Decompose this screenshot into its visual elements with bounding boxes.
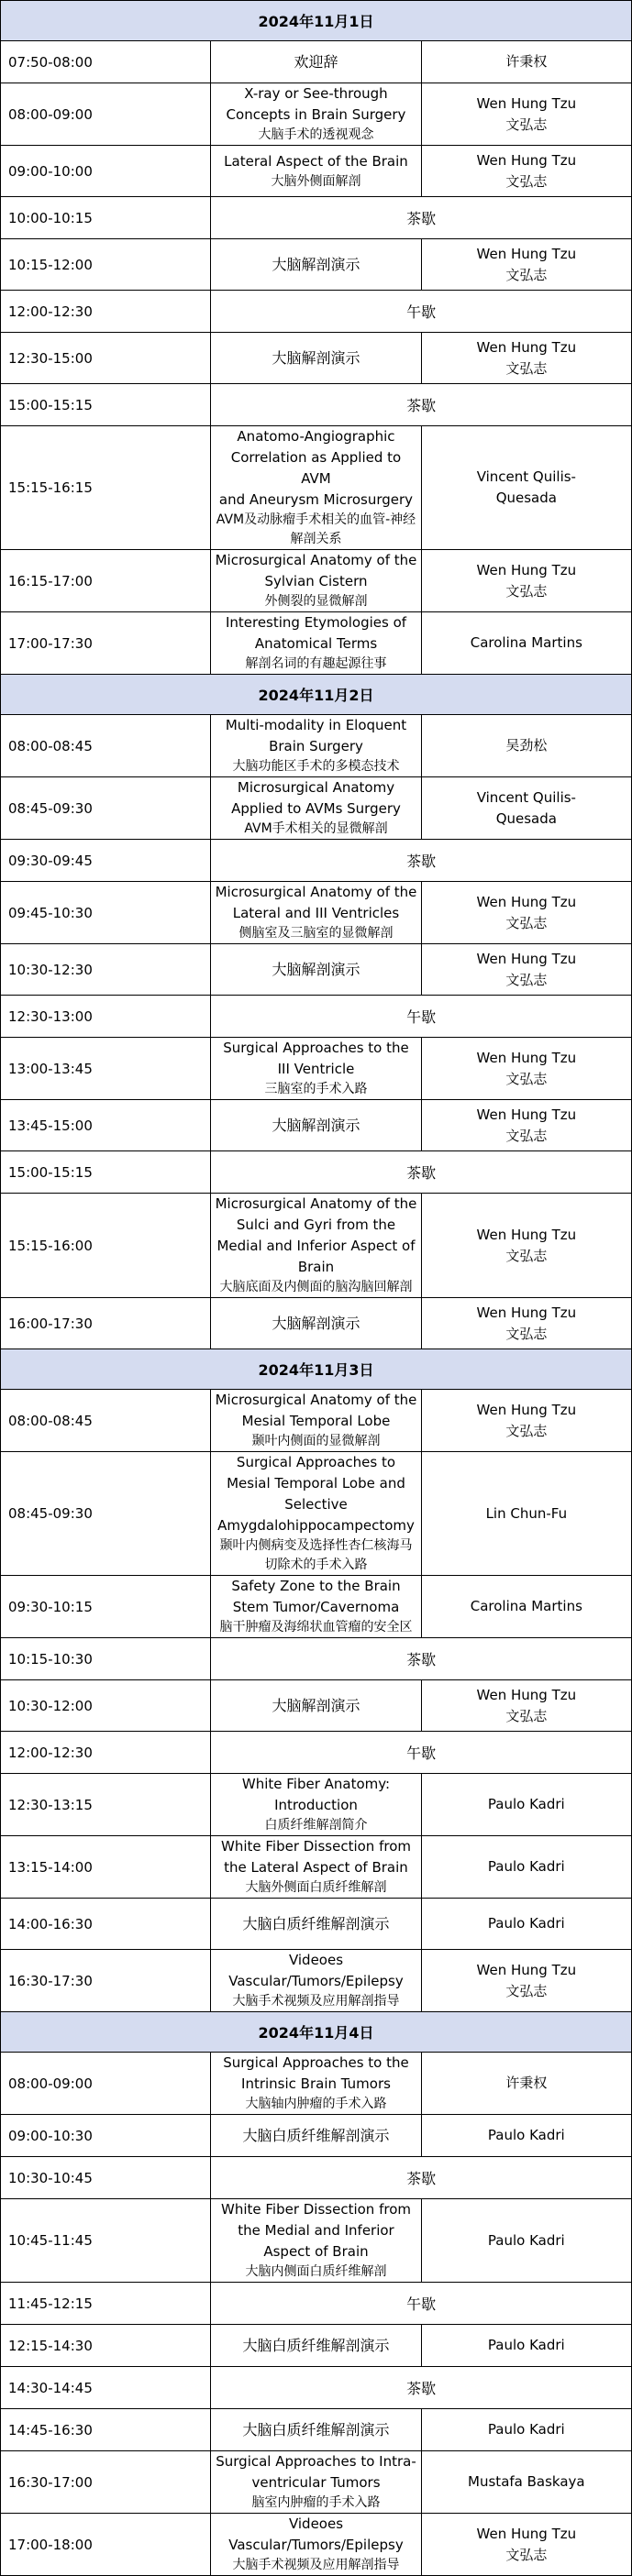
time-slot: 07:50-08:00 bbox=[1, 41, 211, 83]
time-slot: 09:30-09:45 bbox=[1, 840, 211, 882]
speaker-name: 文弘志 bbox=[505, 582, 548, 600]
time-slot: 17:00-17:30 bbox=[1, 612, 211, 675]
speaker bbox=[421, 1836, 631, 1899]
speaker bbox=[421, 1298, 631, 1349]
session-topic bbox=[211, 612, 421, 675]
topic-english-title: Medial and Inferior Aspect of Brain bbox=[216, 1238, 416, 1275]
session-topic bbox=[211, 1298, 421, 1349]
topic-chinese-title: 大脑解剖演示 bbox=[272, 1117, 360, 1134]
session-topic bbox=[211, 2514, 421, 2576]
time-slot: 14:30-14:45 bbox=[1, 2367, 211, 2409]
break-label: 午歇 bbox=[211, 291, 632, 333]
topic-chinese-title: 大脑轴内肿瘤的手术入路 bbox=[245, 2097, 387, 2111]
break-row bbox=[1, 384, 632, 426]
speaker-name: 文弘志 bbox=[505, 359, 548, 377]
session-topic bbox=[211, 1390, 421, 1452]
speaker bbox=[421, 239, 631, 291]
speaker bbox=[421, 1576, 631, 1638]
speaker-name: 文弘志 bbox=[505, 1070, 548, 1087]
date-header: 2024年11月2日 bbox=[1, 675, 632, 715]
session-topic bbox=[211, 1836, 421, 1899]
break-row bbox=[1, 2283, 632, 2325]
session-row bbox=[1, 2325, 632, 2367]
speaker bbox=[421, 1774, 631, 1836]
time-slot: 08:45-09:30 bbox=[1, 1452, 211, 1576]
topic-chinese-title: 脑室内肿瘤的手术入路 bbox=[251, 2495, 381, 2510]
break-label: 午歇 bbox=[211, 996, 632, 1038]
topic-chinese-title: 大脑白质纤维解剖演示 bbox=[242, 2421, 390, 2438]
break-row bbox=[1, 996, 632, 1038]
session-topic bbox=[211, 41, 421, 83]
session-row bbox=[1, 426, 632, 550]
speaker bbox=[421, 1899, 631, 1950]
session-row bbox=[1, 882, 632, 944]
session-row bbox=[1, 2409, 632, 2451]
session-topic bbox=[211, 1950, 421, 2012]
session-row bbox=[1, 41, 632, 83]
session-topic bbox=[211, 944, 421, 996]
schedule-body bbox=[1, 1, 632, 2576]
topic-chinese-title: 颞叶内侧面的显微解剖 bbox=[251, 1434, 381, 1448]
time-slot: 09:00-10:00 bbox=[1, 146, 211, 197]
session-row bbox=[1, 1194, 632, 1298]
topic-chinese-title: 大脑解剖演示 bbox=[272, 349, 360, 367]
speaker-name: Vincent Quilis- bbox=[476, 468, 576, 485]
break-label: 茶歇 bbox=[211, 384, 632, 426]
session-topic bbox=[211, 1452, 421, 1576]
topic-chinese-title: AVM手术相关的显微解剖 bbox=[244, 821, 388, 836]
topic-chinese-title: 大脑外侧面白质纤维解剖 bbox=[245, 1880, 387, 1895]
session-row bbox=[1, 1836, 632, 1899]
speaker-name: 文弘志 bbox=[505, 2546, 548, 2563]
time-slot: 12:15-14:30 bbox=[1, 2325, 211, 2367]
topic-chinese-title: 侧脑室及三脑室的显微解剖 bbox=[238, 926, 394, 941]
topic-english-title: Microsurgical Anatomy of the Mesial Temporal Lobe bbox=[215, 1392, 417, 1429]
break-row bbox=[1, 1151, 632, 1194]
speaker bbox=[421, 944, 631, 996]
break-row bbox=[1, 1732, 632, 1774]
session-topic bbox=[211, 715, 421, 777]
session-row bbox=[1, 1390, 632, 1452]
break-label: 午歇 bbox=[211, 2283, 632, 2325]
speaker-name: Wen Hung Tzu bbox=[476, 950, 577, 967]
time-slot: 08:00-08:45 bbox=[1, 715, 211, 777]
speaker-name: 文弘志 bbox=[505, 1247, 548, 1264]
topic-english-title: Microsurgical Anatomy Applied to AVMs Surgery bbox=[231, 779, 401, 817]
speaker-name: Paulo Kadri bbox=[487, 2421, 565, 2438]
time-slot: 15:00-15:15 bbox=[1, 1151, 211, 1194]
speaker bbox=[421, 550, 631, 612]
session-row bbox=[1, 1899, 632, 1950]
date-header-row bbox=[1, 675, 632, 715]
topic-chinese-title: 欢迎辞 bbox=[294, 53, 338, 71]
date-header: 2024年11月1日 bbox=[1, 1, 632, 41]
time-slot: 09:00-10:30 bbox=[1, 2115, 211, 2157]
topic-chinese-title: 大脑解剖演示 bbox=[272, 1315, 360, 1332]
speaker bbox=[421, 83, 631, 146]
speaker bbox=[421, 1950, 631, 2012]
speaker bbox=[421, 777, 631, 840]
speaker-name: Wen Hung Tzu bbox=[476, 1401, 577, 1418]
topic-english-title: Multi-modality in Eloquent Brain Surgery bbox=[225, 717, 407, 754]
date-header-row bbox=[1, 1349, 632, 1390]
time-slot: 12:00-12:30 bbox=[1, 1732, 211, 1774]
topic-chinese-title: 三脑室的手术入路 bbox=[264, 1082, 368, 1096]
speaker-name: 吴劲松 bbox=[505, 737, 548, 754]
speaker-name: 文弘志 bbox=[505, 266, 548, 283]
speaker-name: Quesada bbox=[495, 490, 557, 506]
session-row bbox=[1, 1298, 632, 1349]
date-header-row bbox=[1, 2012, 632, 2053]
speaker bbox=[421, 2325, 631, 2367]
time-slot: 15:15-16:00 bbox=[1, 1194, 211, 1298]
speaker-name: Paulo Kadri bbox=[487, 1915, 565, 1932]
session-topic bbox=[211, 239, 421, 291]
topic-chinese-title: 大脑解剖演示 bbox=[272, 1697, 360, 1714]
session-row bbox=[1, 1950, 632, 2012]
topic-english-title: Surgical Approaches to Mesial Temporal Lobe and bbox=[227, 1454, 405, 1492]
speaker-name: Paulo Kadri bbox=[487, 2231, 565, 2249]
topic-english-title: Anatomo-Angiographic Correlation as Applied to AVM bbox=[230, 428, 402, 487]
session-topic bbox=[211, 146, 421, 197]
session-topic bbox=[211, 1576, 421, 1638]
speaker bbox=[421, 715, 631, 777]
speaker-name: Wen Hung Tzu bbox=[476, 94, 577, 112]
speaker-name: 文弘志 bbox=[505, 116, 548, 133]
session-row bbox=[1, 2514, 632, 2576]
topic-chinese-title: 大脑手术视频及应用解剖指导 bbox=[232, 1994, 400, 2009]
time-slot: 11:45-12:15 bbox=[1, 2283, 211, 2325]
time-slot: 09:45-10:30 bbox=[1, 882, 211, 944]
break-row bbox=[1, 197, 632, 239]
topic-english-title: Lateral Aspect of the Brain bbox=[224, 152, 408, 170]
speaker-name: 文弘志 bbox=[505, 1127, 548, 1144]
topic-chinese-title: 脑干肿瘤及海绵状血管瘤的安全区 bbox=[219, 1620, 413, 1635]
session-topic bbox=[211, 83, 421, 146]
session-topic bbox=[211, 882, 421, 944]
speaker-name: Vincent Quilis- bbox=[476, 788, 576, 806]
session-row bbox=[1, 2451, 632, 2514]
time-slot: 16:15-17:00 bbox=[1, 550, 211, 612]
session-topic bbox=[211, 1774, 421, 1836]
speaker bbox=[421, 612, 631, 675]
time-slot: 10:15-12:00 bbox=[1, 239, 211, 291]
session-row bbox=[1, 944, 632, 996]
topic-english-title: Surgical Approaches to the Intrinsic Brain Tumors bbox=[223, 2054, 409, 2092]
session-row bbox=[1, 1576, 632, 1638]
topic-chinese-title: 大脑白质纤维解剖演示 bbox=[242, 1915, 390, 1932]
session-topic bbox=[211, 333, 421, 384]
session-topic bbox=[211, 777, 421, 840]
topic-chinese-title: 大脑外侧面解剖 bbox=[271, 173, 361, 189]
time-slot: 09:30-10:15 bbox=[1, 1576, 211, 1638]
time-slot: 12:30-15:00 bbox=[1, 333, 211, 384]
speaker bbox=[421, 333, 631, 384]
time-slot: 12:00-12:30 bbox=[1, 291, 211, 333]
speaker-name: Wen Hung Tzu bbox=[476, 1106, 577, 1123]
session-topic bbox=[211, 2199, 421, 2283]
session-topic bbox=[211, 426, 421, 550]
speaker-name: Wen Hung Tzu bbox=[476, 561, 577, 578]
session-row bbox=[1, 83, 632, 146]
topic-english-title: Videoes Vascular/Tumors/Epilepsy bbox=[228, 1952, 404, 1989]
speaker-name: Wen Hung Tzu bbox=[476, 2525, 577, 2542]
date-header: 2024年11月3日 bbox=[1, 1349, 632, 1390]
time-slot: 14:45-16:30 bbox=[1, 2409, 211, 2451]
time-slot: 08:00-08:45 bbox=[1, 1390, 211, 1452]
break-label: 茶歇 bbox=[211, 197, 632, 239]
session-row bbox=[1, 2199, 632, 2283]
topic-english-title: Surgical Approaches to the III Ventricle bbox=[223, 1040, 409, 1077]
speaker bbox=[421, 41, 631, 83]
time-slot: 16:00-17:30 bbox=[1, 1298, 211, 1349]
time-slot: 13:15-14:00 bbox=[1, 1836, 211, 1899]
topic-chinese-title: AVM及动脉瘤手术相关的血管-神经解剖关系 bbox=[216, 512, 416, 546]
speaker-name: Carolina Martins bbox=[470, 1598, 582, 1614]
topic-english-title: White Fiber Dissection from the Lateral Aspect of Brain bbox=[220, 1838, 411, 1876]
time-slot: 15:15-16:15 bbox=[1, 426, 211, 550]
speaker-name: 文弘志 bbox=[505, 971, 548, 988]
topic-chinese-title: 大脑手术视频及应用解剖指导 bbox=[232, 2558, 400, 2572]
speaker bbox=[421, 146, 631, 197]
time-slot: 10:45-11:45 bbox=[1, 2199, 211, 2283]
speaker bbox=[421, 2053, 631, 2115]
topic-chinese-title: 大脑解剖演示 bbox=[272, 256, 360, 273]
topic-english-title: Microsurgical Anatomy of the Lateral and III Ventricles bbox=[215, 884, 417, 921]
session-topic bbox=[211, 550, 421, 612]
break-row bbox=[1, 2157, 632, 2199]
speaker bbox=[421, 2514, 631, 2576]
session-topic bbox=[211, 2325, 421, 2367]
session-topic bbox=[211, 2053, 421, 2115]
break-label: 茶歇 bbox=[211, 2157, 632, 2199]
time-slot: 08:00-09:00 bbox=[1, 2053, 211, 2115]
speaker-name: Wen Hung Tzu bbox=[476, 1961, 577, 1978]
topic-english-title: Videoes Vascular/Tumors/Epilepsy bbox=[228, 2515, 404, 2553]
speaker bbox=[421, 1452, 631, 1576]
session-row bbox=[1, 146, 632, 197]
speaker-name: Paulo Kadri bbox=[487, 1796, 565, 1812]
speaker-name: Wen Hung Tzu bbox=[476, 245, 577, 262]
speaker-name: 文弘志 bbox=[505, 1325, 548, 1342]
time-slot: 16:30-17:30 bbox=[1, 1950, 211, 2012]
speaker-name: Carolina Martins bbox=[470, 634, 582, 651]
speaker bbox=[421, 1038, 631, 1100]
speaker-name: Wen Hung Tzu bbox=[476, 1226, 577, 1243]
session-row bbox=[1, 239, 632, 291]
topic-chinese-title: 颞叶内侧病变及选择性杏仁核海马切除术的手术入路 bbox=[219, 1538, 413, 1572]
time-slot: 10:00-10:15 bbox=[1, 197, 211, 239]
break-row bbox=[1, 1638, 632, 1680]
speaker-name: Paulo Kadri bbox=[487, 2127, 565, 2143]
speaker-name: 许秉权 bbox=[505, 53, 548, 70]
speaker-name: Wen Hung Tzu bbox=[476, 1686, 577, 1703]
session-row bbox=[1, 715, 632, 777]
speaker bbox=[421, 426, 631, 550]
session-topic bbox=[211, 1038, 421, 1100]
speaker bbox=[421, 1680, 631, 1732]
speaker-name: Lin Chun-Fu bbox=[485, 1504, 568, 1522]
speaker-name: 许秉权 bbox=[505, 2075, 548, 2091]
topic-english-title: and Aneurysm Microsurgery bbox=[218, 491, 414, 508]
speaker bbox=[421, 1390, 631, 1452]
topic-chinese-title: 大脑底面及内侧面的脑沟脑回解剖 bbox=[219, 1280, 413, 1294]
session-row bbox=[1, 777, 632, 840]
session-row bbox=[1, 612, 632, 675]
time-slot: 13:45-15:00 bbox=[1, 1100, 211, 1151]
topic-chinese-title: 大脑白质纤维解剖演示 bbox=[242, 2337, 390, 2354]
speaker bbox=[421, 1194, 631, 1298]
break-label: 午歇 bbox=[211, 1732, 632, 1774]
topic-chinese-title: 解剖名词的有趣起源往事 bbox=[245, 656, 387, 671]
speaker-name: Wen Hung Tzu bbox=[476, 1049, 577, 1066]
time-slot: 10:30-12:00 bbox=[1, 1680, 211, 1732]
session-row bbox=[1, 2053, 632, 2115]
break-label: 茶歇 bbox=[211, 1638, 632, 1680]
session-row bbox=[1, 2115, 632, 2157]
speaker bbox=[421, 2451, 631, 2514]
session-topic bbox=[211, 1680, 421, 1732]
topic-chinese-title: 大脑功能区手术的多模态技术 bbox=[232, 759, 400, 774]
speaker bbox=[421, 2199, 631, 2283]
speaker-name: Wen Hung Tzu bbox=[476, 151, 577, 169]
session-row bbox=[1, 1100, 632, 1151]
session-row bbox=[1, 1680, 632, 1732]
session-topic bbox=[211, 2451, 421, 2514]
break-label: 茶歇 bbox=[211, 2367, 632, 2409]
time-slot: 08:45-09:30 bbox=[1, 777, 211, 840]
break-row bbox=[1, 291, 632, 333]
time-slot: 13:00-13:45 bbox=[1, 1038, 211, 1100]
session-topic bbox=[211, 1100, 421, 1151]
speaker bbox=[421, 882, 631, 944]
time-slot: 08:00-09:00 bbox=[1, 83, 211, 146]
speaker-name: Wen Hung Tzu bbox=[476, 893, 577, 910]
speaker-name: Paulo Kadri bbox=[487, 2337, 565, 2353]
session-row bbox=[1, 1774, 632, 1836]
topic-english-title: Microsurgical Anatomy of the Sylvian Cistern bbox=[215, 552, 417, 589]
break-row bbox=[1, 2367, 632, 2409]
topic-english-title: Selective Amygdalohippocampectomy bbox=[217, 1496, 415, 1534]
session-row bbox=[1, 550, 632, 612]
speaker-name: Quesada bbox=[495, 809, 557, 827]
topic-english-title: X-ray or See-through Concepts in Brain Surgery bbox=[226, 85, 406, 123]
date-header: 2024年11月4日 bbox=[1, 2012, 632, 2053]
time-slot: 14:00-16:30 bbox=[1, 1899, 211, 1950]
topic-english-title: Microsurgical Anatomy of the Sulci and Gyri from the bbox=[215, 1195, 417, 1233]
topic-english-title: Surgical Approaches to Intra-ventricular Tumors bbox=[216, 2453, 416, 2491]
break-label: 茶歇 bbox=[211, 1151, 632, 1194]
topic-chinese-title: 大脑解剖演示 bbox=[272, 961, 360, 978]
session-topic bbox=[211, 1899, 421, 1950]
topic-chinese-title: 大脑白质纤维解剖演示 bbox=[242, 2127, 390, 2144]
speaker bbox=[421, 1100, 631, 1151]
time-slot: 12:30-13:15 bbox=[1, 1774, 211, 1836]
topic-chinese-title: 大脑手术的透视观念 bbox=[258, 127, 374, 142]
time-slot: 10:30-12:30 bbox=[1, 944, 211, 996]
time-slot: 15:00-15:15 bbox=[1, 384, 211, 426]
time-slot: 12:30-13:00 bbox=[1, 996, 211, 1038]
speaker-name: 文弘志 bbox=[505, 1982, 548, 1999]
session-topic bbox=[211, 2115, 421, 2157]
topic-chinese-title: 外侧裂的显微解剖 bbox=[264, 594, 368, 609]
break-label: 茶歇 bbox=[211, 840, 632, 882]
session-row bbox=[1, 1038, 632, 1100]
speaker bbox=[421, 2409, 631, 2451]
topic-english-title: Interesting Etymologies of Anatomical Terms bbox=[225, 614, 407, 652]
topic-chinese-title: 大脑内侧面白质纤维解剖 bbox=[245, 2264, 387, 2279]
speaker-name: 文弘志 bbox=[505, 914, 548, 931]
time-slot: 17:00-18:00 bbox=[1, 2514, 211, 2576]
speaker-name: Paulo Kadri bbox=[487, 1858, 565, 1875]
speaker-name: 文弘志 bbox=[505, 172, 548, 190]
speaker-name: 文弘志 bbox=[505, 1422, 548, 1439]
speaker bbox=[421, 2115, 631, 2157]
speaker-name: Wen Hung Tzu bbox=[476, 1304, 577, 1321]
time-slot: 10:30-10:45 bbox=[1, 2157, 211, 2199]
time-slot: 16:30-17:00 bbox=[1, 2451, 211, 2514]
session-row bbox=[1, 1452, 632, 1576]
time-slot: 10:15-10:30 bbox=[1, 1638, 211, 1680]
session-row bbox=[1, 333, 632, 384]
session-topic bbox=[211, 2409, 421, 2451]
topic-chinese-title: 白质纤维解剖简介 bbox=[264, 1818, 368, 1833]
speaker-name: Mustafa Baskaya bbox=[468, 2473, 585, 2490]
topic-english-title: Aspect of Brain bbox=[263, 2243, 369, 2260]
break-row bbox=[1, 840, 632, 882]
date-header-row bbox=[1, 1, 632, 41]
topic-english-title: White Fiber Anatomy: Introduction bbox=[241, 1776, 391, 1813]
speaker-name: 文弘志 bbox=[505, 1707, 548, 1724]
speaker-name: Wen Hung Tzu bbox=[476, 338, 577, 356]
topic-english-title: White Fiber Dissection from the Medial and Inferior bbox=[220, 2201, 411, 2239]
session-topic bbox=[211, 1194, 421, 1298]
topic-english-title: Safety Zone to the Brain Stem Tumor/Cavernoma bbox=[231, 1578, 401, 1615]
